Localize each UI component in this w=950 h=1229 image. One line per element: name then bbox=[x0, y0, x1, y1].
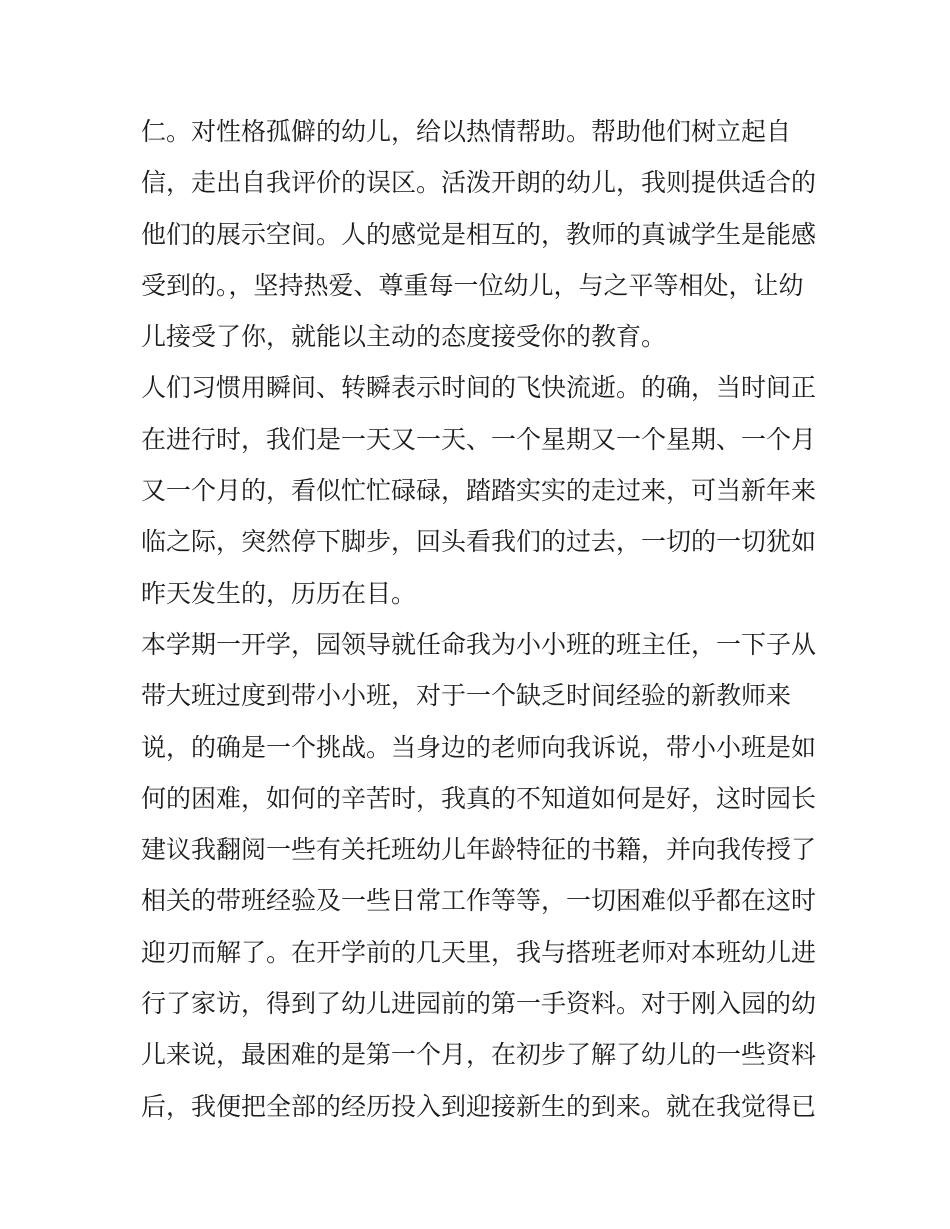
text-line-12: 带大班过度到带小小班，对于一个缺乏时间经验的新教师来 bbox=[141, 681, 792, 711]
text-line-9: 临之际，突然停下脚步，回头看我们的过去，一切的一切犹如 bbox=[141, 527, 817, 557]
text-line-17: 迎刃而解了。在开学前的几天里，我与搭班老师对本班幼儿进 bbox=[141, 937, 817, 967]
document-body bbox=[141, 106, 821, 1132]
text-line-18: 行了家访，得到了幼儿进园前的第一手资料。对于刚入园的幼 bbox=[141, 989, 817, 1019]
text-line-2: 信，走出自我评价的误区。活泼开朗的幼儿，我则提供适合的 bbox=[141, 168, 817, 198]
text-line-15: 建议我翻阅一些有关托班幼儿年龄特征的书籍，并向我传授了 bbox=[141, 835, 817, 865]
text-line-20: 后，我便把全部的经历投入到迎接新生的到来。就在我觉得已 bbox=[141, 1091, 817, 1121]
text-line-10: 昨天发生的，历历在目。 bbox=[141, 578, 417, 608]
text-line-11: 本学期一开学，园领导就任命我为小小班的班主任，一下子从 bbox=[141, 629, 817, 659]
text-line-4: 受到的。，坚持热爱、尊重每一位幼儿，与之平等相处，让幼 bbox=[141, 270, 804, 300]
text-line-19: 儿来说，最困难的是第一个月，在初步了解了幼儿的一些资料 bbox=[141, 1040, 817, 1070]
text-line-7: 在进行时，我们是一天又一天、一个星期又一个星期、一个月 bbox=[141, 424, 817, 454]
text-line-8: 又一个月的，看似忙忙碌碌，踏踏实实的走过来，可当新年来 bbox=[141, 476, 817, 506]
text-line-13: 说，的确是一个挑战。当身边的老师向我诉说，带小小班是如 bbox=[141, 732, 817, 762]
text-line-14: 何的困难，如何的辛苦时，我真的不知道如何是好，这时园长 bbox=[141, 783, 817, 813]
text-line-5: 儿接受了你，就能以主动的态度接受你的教育。 bbox=[141, 322, 667, 352]
text-line-16: 相关的带班经验及一些日常工作等等，一切困难似乎都在这时 bbox=[141, 886, 817, 916]
text-line-1: 仁。对性格孤僻的幼儿，给以热情帮助。帮助他们树立起自 bbox=[141, 117, 792, 146]
text-line-6: 人们习惯用瞬间、转瞬表示时间的飞快流逝。的确，当时间正 bbox=[141, 373, 817, 403]
text-line-3: 他们的展示空间。人的感觉是相互的，教师的真诚学生是能感 bbox=[141, 219, 817, 249]
